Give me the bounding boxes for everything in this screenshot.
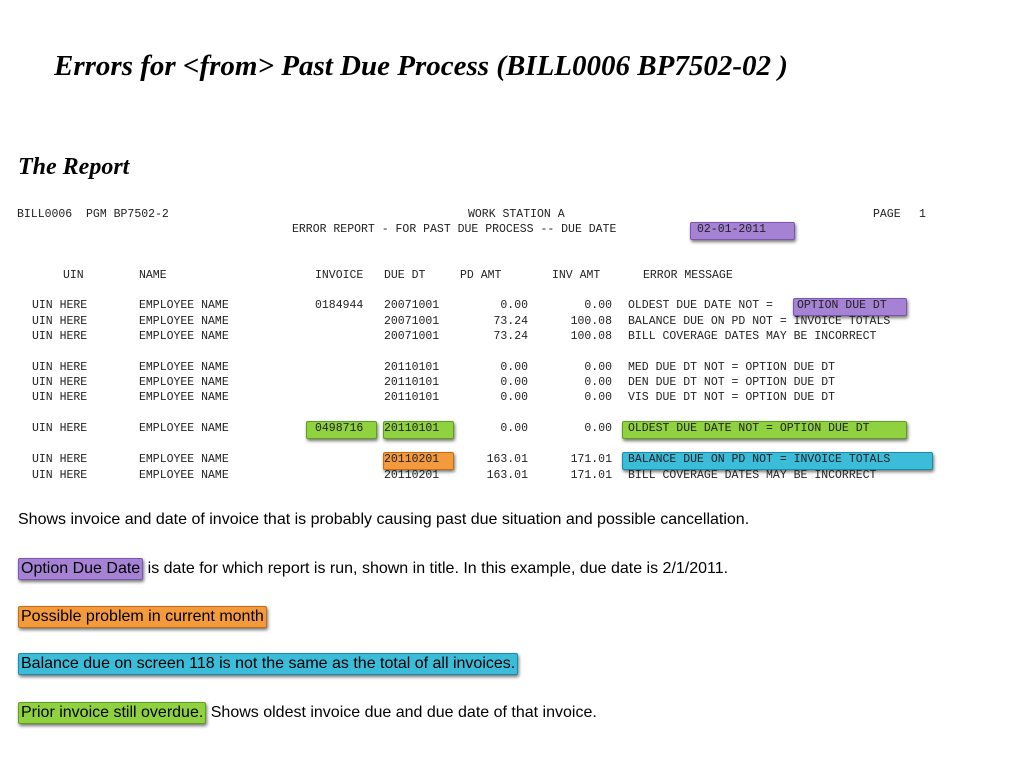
row-uin: UIN HERE <box>32 422 88 435</box>
note-line-2 <box>18 558 728 580</box>
row-due-dt: 20110201 <box>384 453 440 466</box>
row-error-message: OLDEST DUE DATE NOT = OPTION DUE DT <box>628 422 870 435</box>
note-line-4 <box>18 653 518 675</box>
row-uin: UIN HERE <box>32 453 88 466</box>
col-header-name: NAME <box>139 269 167 282</box>
row-pd-amt: 0.00 <box>500 299 528 312</box>
row-error-message: BALANCE DUE ON PD NOT = INVOICE TOTALS <box>628 453 891 466</box>
row-error-message: DEN DUE DT NOT = OPTION DUE DT <box>628 376 836 389</box>
row-uin: UIN HERE <box>32 391 88 404</box>
row-name: EMPLOYEE NAME <box>139 299 229 312</box>
row-error-message: BALANCE DUE ON PD NOT = INVOICE TOTALS <box>628 315 891 328</box>
note-balance-due-chip: Balance due on screen 118 is not the same as the total of all invoices. <box>18 653 518 675</box>
row-pd-amt: 163.01 <box>486 453 528 466</box>
row-inv-amt: 0.00 <box>584 361 612 374</box>
report-header-left: BILL0006 PGM BP7502-2 <box>17 208 169 221</box>
note-current-month-chip: Possible problem in current month <box>18 606 267 628</box>
col-header-inv-amt: INV AMT <box>552 269 601 282</box>
row-inv-amt: 171.01 <box>570 469 612 482</box>
row-due-dt: 20110101 <box>384 376 440 389</box>
row-inv-amt: 100.08 <box>570 315 612 328</box>
row-due-dt: 20071001 <box>384 299 440 312</box>
row-pd-amt: 73.24 <box>493 315 528 328</box>
row-uin: UIN HERE <box>32 469 88 482</box>
row-due-dt: 20110101 <box>384 361 440 374</box>
row-name: EMPLOYEE NAME <box>139 422 229 435</box>
row-inv-amt: 0.00 <box>584 299 612 312</box>
row-name: EMPLOYEE NAME <box>139 330 229 343</box>
note-line-2-text: is date for which report is run, shown in title. In this example, due date is 2/1/2011. <box>143 560 729 577</box>
row-name: EMPLOYEE NAME <box>139 453 229 466</box>
row-due-dt: 20110101 <box>384 422 440 435</box>
row-pd-amt: 0.00 <box>500 422 528 435</box>
row-error-message: BILL COVERAGE DATES MAY BE INCORRECT <box>628 469 877 482</box>
note-line-5-text: Shows oldest invoice due and due date of that invoice. <box>206 704 597 721</box>
row-uin: UIN HERE <box>32 330 88 343</box>
row-due-dt: 20071001 <box>384 315 440 328</box>
row-error-message: MED DUE DT NOT = OPTION DUE DT <box>628 361 836 374</box>
report-title: ERROR REPORT - FOR PAST DUE PROCESS -- DUE DATE <box>292 223 617 236</box>
row-due-dt: 20110101 <box>384 391 440 404</box>
row-error-message: BILL COVERAGE DATES MAY BE INCORRECT <box>628 330 877 343</box>
row-name: EMPLOYEE NAME <box>139 469 229 482</box>
row-pd-amt: 73.24 <box>493 330 528 343</box>
note-line-3 <box>18 606 267 628</box>
row-uin: UIN HERE <box>32 315 88 328</box>
row-invoice: 0498716 <box>315 422 364 435</box>
row-pd-amt: 0.00 <box>500 361 528 374</box>
row-error-message: VIS DUE DT NOT = OPTION DUE DT <box>628 391 836 404</box>
col-header-pd-amt: PD AMT <box>460 269 502 282</box>
row-pd-amt: 0.00 <box>500 391 528 404</box>
row-uin: UIN HERE <box>32 299 88 312</box>
section-title: The Report <box>18 154 130 180</box>
row-invoice: 0184944 <box>315 299 364 312</box>
row-name: EMPLOYEE NAME <box>139 361 229 374</box>
row-error-message: OLDEST DUE DATE NOT = <box>628 299 780 312</box>
row-error-message-highlighted: OPTION DUE DT <box>797 299 887 312</box>
report-page-label: PAGE <box>873 208 901 221</box>
row-inv-amt: 0.00 <box>584 376 612 389</box>
report-header-center: WORK STATION A <box>468 208 565 221</box>
row-pd-amt: 0.00 <box>500 376 528 389</box>
row-inv-amt: 100.08 <box>570 330 612 343</box>
row-due-dt: 20071001 <box>384 330 440 343</box>
row-uin: UIN HERE <box>32 361 88 374</box>
note-option-due-date-chip: Option Due Date <box>18 558 143 580</box>
row-name: EMPLOYEE NAME <box>139 391 229 404</box>
row-due-dt: 20110201 <box>384 469 440 482</box>
report-due-date: 02-01-2011 <box>697 223 767 236</box>
col-header-due-dt: DUE DT <box>384 269 426 282</box>
row-inv-amt: 171.01 <box>570 453 612 466</box>
note-line-5 <box>18 702 597 724</box>
row-inv-amt: 0.00 <box>584 391 612 404</box>
row-name: EMPLOYEE NAME <box>139 376 229 389</box>
row-inv-amt: 0.00 <box>584 422 612 435</box>
row-pd-amt: 163.01 <box>486 469 528 482</box>
row-uin: UIN HERE <box>32 376 88 389</box>
col-header-uin: UIN <box>63 269 84 282</box>
note-prior-invoice-chip: Prior invoice still overdue. <box>18 702 206 724</box>
row-name: EMPLOYEE NAME <box>139 315 229 328</box>
col-header-error-message: ERROR MESSAGE <box>643 269 733 282</box>
page-title: Errors for <from> Past Due Process (BILL0006 BP7502-02 ) <box>54 50 788 82</box>
col-header-invoice: INVOICE <box>315 269 364 282</box>
report-page-number: 1 <box>919 208 926 221</box>
note-line-1: Shows invoice and date of invoice that is probably causing past due situation and possible cancellation. <box>18 511 750 528</box>
